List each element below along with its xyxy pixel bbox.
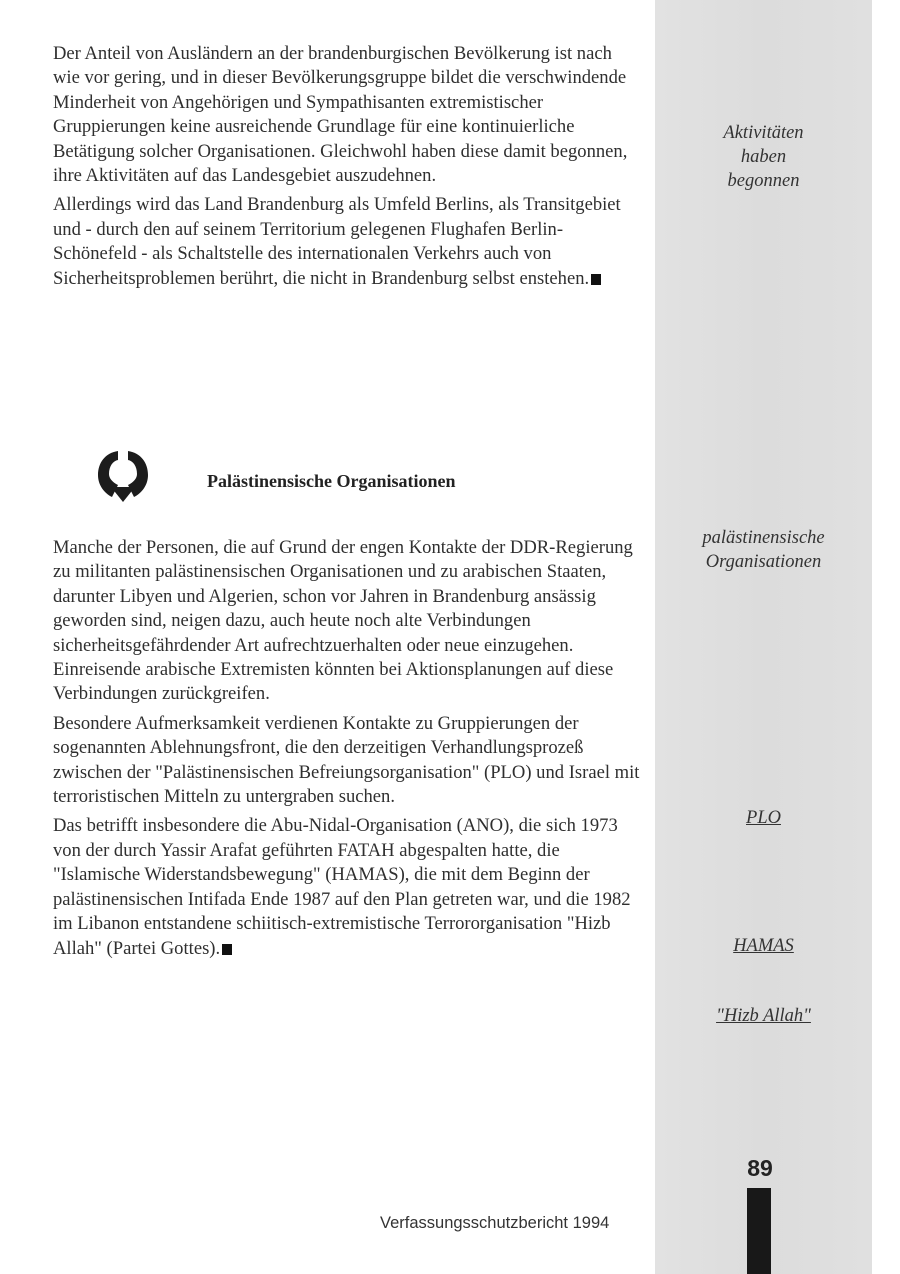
- margin-note-aktivitaeten: Aktivitäten haben begonnen: [723, 123, 804, 191]
- intro-text-block: [53, 42, 643, 296]
- page-marker-bar: [747, 1188, 771, 1274]
- section-paragraph-2: Besondere Aufmerksamkeit verdienen Kontakte zu Gruppierungen der sogenannten Ablehnungsfront, die den derzeitigen Verhandlungsprozeß zwischen der "Palästinensischen Befreiungsorganisation" (PLO) und Israel mit terroristischen Mitteln zu untergraben suchen.: [53, 712, 640, 808]
- margin-note-plo: PLO: [746, 808, 781, 828]
- end-mark-icon: [222, 944, 232, 955]
- section-paragraph-1: Manche der Personen, die auf Grund der engen Kontakte der DDR-Regierung zu militanten palästinensischen Organisationen und zu arabischen Staaten, darunter Libyen und Algerien, schon vor Jahren in Brandenburg ansässig geworden sind, neigen dazu, auch heute noch alte Verbindungen sicherheitsgefährdender Art aufrechtzuerhalten oder neue einzugehen. Einreisende arabische Extremisten könnten bei Aktionsplanungen auf diese Verbindungen zurückgreifen.: [53, 537, 633, 705]
- page-number: 89: [747, 1155, 773, 1181]
- intro-paragraph-2: Allerdings wird das Land Brandenburg als Umfeld Berlins, als Transitgebiet und - durch den auf seinem Territorium gelegenen Flughafen Berlin-Schönefeld - als Schaltstelle des internationalen Verkehrs auch von Sicherheitsproblemen berührt, die nicht in Brandenburg selbst enstehen.: [53, 194, 621, 289]
- section-arrow-icon: [96, 449, 150, 503]
- section-paragraph-3: Das betrifft insbesondere die Abu-Nidal-Organisation (ANO), die sich 1973 von der durch Yassir Arafat geführten FATAH abgespalten hatte, die "Islamische Widerstandsbewegung" (HAMAS), die mit dem Beginn der palästinensischen Intifada Ende 1987 auf den Plan getreten war, und die 1982 im Libanon entstandene schiitisch-extremistische Terrororganisation "Hizb Allah" (Partei Gottes).: [53, 815, 631, 959]
- margin-note-hizb-allah: "Hizb Allah": [716, 1006, 811, 1026]
- margin-note-hamas: HAMAS: [733, 936, 794, 956]
- end-mark-icon: [591, 274, 601, 285]
- intro-paragraph-1: Der Anteil von Ausländern an der brandenburgischen Bevölkerung ist nach wie vor gering, und in dieser Bevölkerungsgruppe bildet die verschwindende Minderheit von Angehörigen und Sympathisanten extremistischer Gruppierungen keine ausreichende Grundlage für eine kontinuierliche Betätigung solcher Organisationen. Gleichwohl haben diese damit begonnen, ihre Aktivitäten auf das Landesgebiet auszudehnen.: [53, 43, 628, 187]
- margin-note-palaestinensische: palästinensische Organisationen: [702, 528, 825, 572]
- footer-title: Verfassungsschutzbericht 1994: [380, 1214, 610, 1232]
- section-text-block: [53, 536, 643, 966]
- section-heading: Palästinensische Organisationen: [207, 471, 456, 491]
